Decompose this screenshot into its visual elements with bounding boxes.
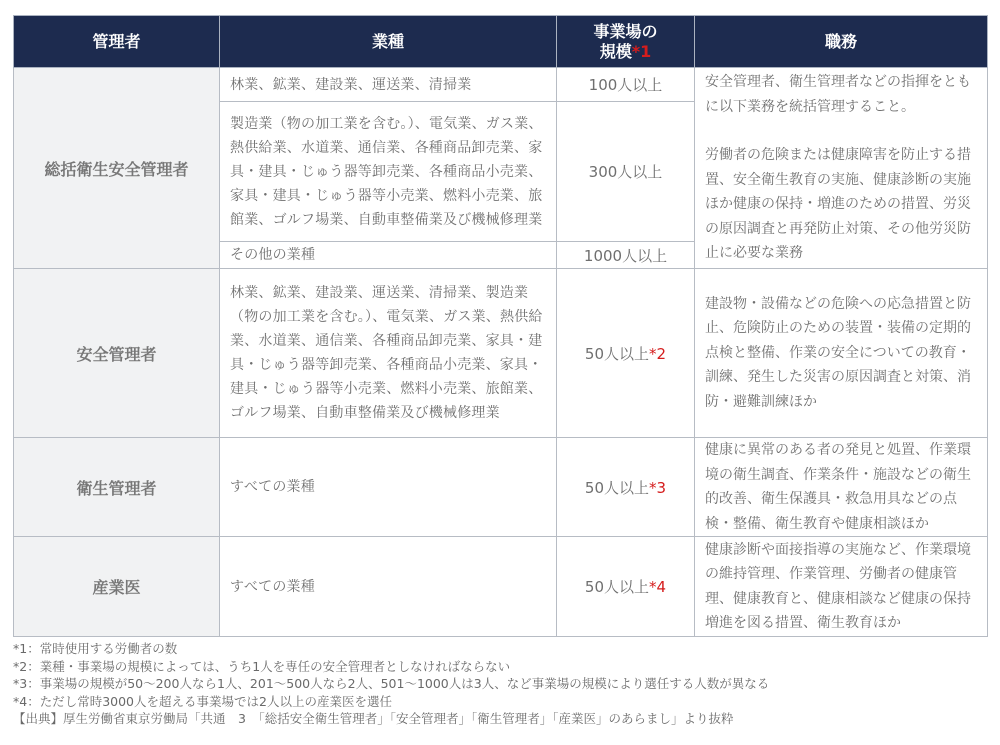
duties-cell: 健康に異常のある者の発見と処置、作業環境の衛生調査、作業条件・施設などの衛生的改善、衛生保護具・救急用具などの点検・整備、衛生教育や健康相談ほか bbox=[695, 438, 988, 537]
duties-cell bbox=[695, 68, 988, 269]
scale-cell: 1000人以上 bbox=[557, 242, 695, 269]
manager-general-safety-health: 総括衛生安全管理者 bbox=[14, 68, 220, 269]
scale-value: 50人以上 bbox=[584, 478, 650, 497]
header-scale-footnote-mark: *1 bbox=[631, 41, 652, 61]
industry-cell: 林業、鉱業、建設業、運送業、清掃業、製造業（物の加工業を含む。）、電気業、ガス業、熱供給業、水道業、通信業、各種商品卸売業、家具・建具・じゅう器等卸売業、各種商品小売業、家具・建具・じゅう器等小売業、燃料小売業、旅館業、ゴルフ場業、自動車整備業及び機械修理業 bbox=[220, 269, 557, 438]
duties-paragraph-2: 労働者の危険または健康障害を防止する措置、安全衛生教育の実施、健康診断の実施ほか健康の保持・増進のための措置、労災の原因調査と再発防止対策、その他労災防止に必要な業務 bbox=[705, 147, 971, 262]
scale-value: 50人以上 bbox=[584, 578, 650, 596]
header-scale-line1: 事業場の bbox=[593, 21, 658, 41]
duties-cell: 建設物・設備などの危険への応急措置と防止、危険防止のための装置・装備の定期的点検と整備、作業の安全についての教育・訓練、発生した災害の原因調査と対策、消防・避難訓練ほか bbox=[695, 269, 988, 438]
duties-paragraph-1: 安全管理者、衛生管理者などの指揮をともに以下業務を統括管理すること。 bbox=[705, 74, 971, 115]
table-row bbox=[14, 269, 988, 438]
header-duties: 職務 bbox=[695, 16, 988, 68]
source-citation: 【出典】厚生労働省東京労働局「共通 3 「総括安全衛生管理者」「安全管理者」「衛生管理者」「産業医」のあらまし」より抜粋 bbox=[13, 711, 734, 726]
footnote-mark: *3 bbox=[649, 478, 667, 497]
industry-cell: すべての業種 bbox=[220, 438, 557, 537]
scale-cell: 300人以上 bbox=[557, 102, 695, 242]
footnote-mark: *2 bbox=[649, 344, 667, 363]
footnote-2: *2：業種・事業場の規模によっては、うち1人を専任の安全管理者としなければならない bbox=[13, 658, 511, 674]
table-row bbox=[14, 68, 988, 102]
manager-duties-table bbox=[13, 15, 988, 637]
table-row bbox=[14, 537, 988, 637]
footnote-mark: *4 bbox=[649, 578, 667, 596]
industry-cell: すべての業種 bbox=[220, 537, 557, 637]
scale-cell bbox=[557, 438, 695, 537]
manager-health: 衛生管理者 bbox=[14, 438, 220, 537]
footnote-3: *3：事業場の規模が50〜200人なら1人、201〜500人なら2人、501〜1000人は3人、など事業場の規模により選任する人数が異なる bbox=[13, 676, 770, 691]
scale-cell bbox=[557, 537, 695, 637]
manager-industrial-physician: 産業医 bbox=[14, 537, 220, 637]
scale-cell: 100人以上 bbox=[557, 68, 695, 102]
scale-cell bbox=[557, 269, 695, 438]
header-industry: 業種 bbox=[220, 16, 557, 68]
header-scale bbox=[557, 16, 695, 68]
table-header-row bbox=[14, 16, 988, 68]
duties-cell: 健康診断や面接指導の実施など、作業環境の維持管理、作業管理、労働者の健康管理、健康教育と、健康相談など健康の保持増進を図る措置、衛生教育ほか bbox=[695, 537, 988, 637]
table-row bbox=[14, 438, 988, 537]
industry-cell: 製造業（物の加工業を含む。）、電気業、ガス業、熱供給業、水道業、通信業、各種商品卸売業、家具・建具・じゅう器等卸売業、各種商品小売業、家具・建具・じゅう器等小売業、燃料小売業、旅館業、ゴルフ場業、自動車整備業及び機械修理業 bbox=[220, 102, 557, 242]
footnotes bbox=[13, 640, 769, 728]
industry-cell: 林業、鉱業、建設業、運送業、清掃業 bbox=[220, 68, 557, 102]
footnote-4: *4：ただし常時3000人を超える事業場では2人以上の産業医を選任 bbox=[13, 693, 392, 709]
manager-safety: 安全管理者 bbox=[14, 269, 220, 438]
industry-cell: その他の業種 bbox=[220, 242, 557, 269]
header-manager: 管理者 bbox=[14, 16, 220, 68]
header-scale-line2: 規模 bbox=[599, 41, 632, 61]
footnote-1: *1：常時使用する労働者の数 bbox=[13, 641, 178, 656]
scale-value: 50人以上 bbox=[584, 344, 650, 363]
